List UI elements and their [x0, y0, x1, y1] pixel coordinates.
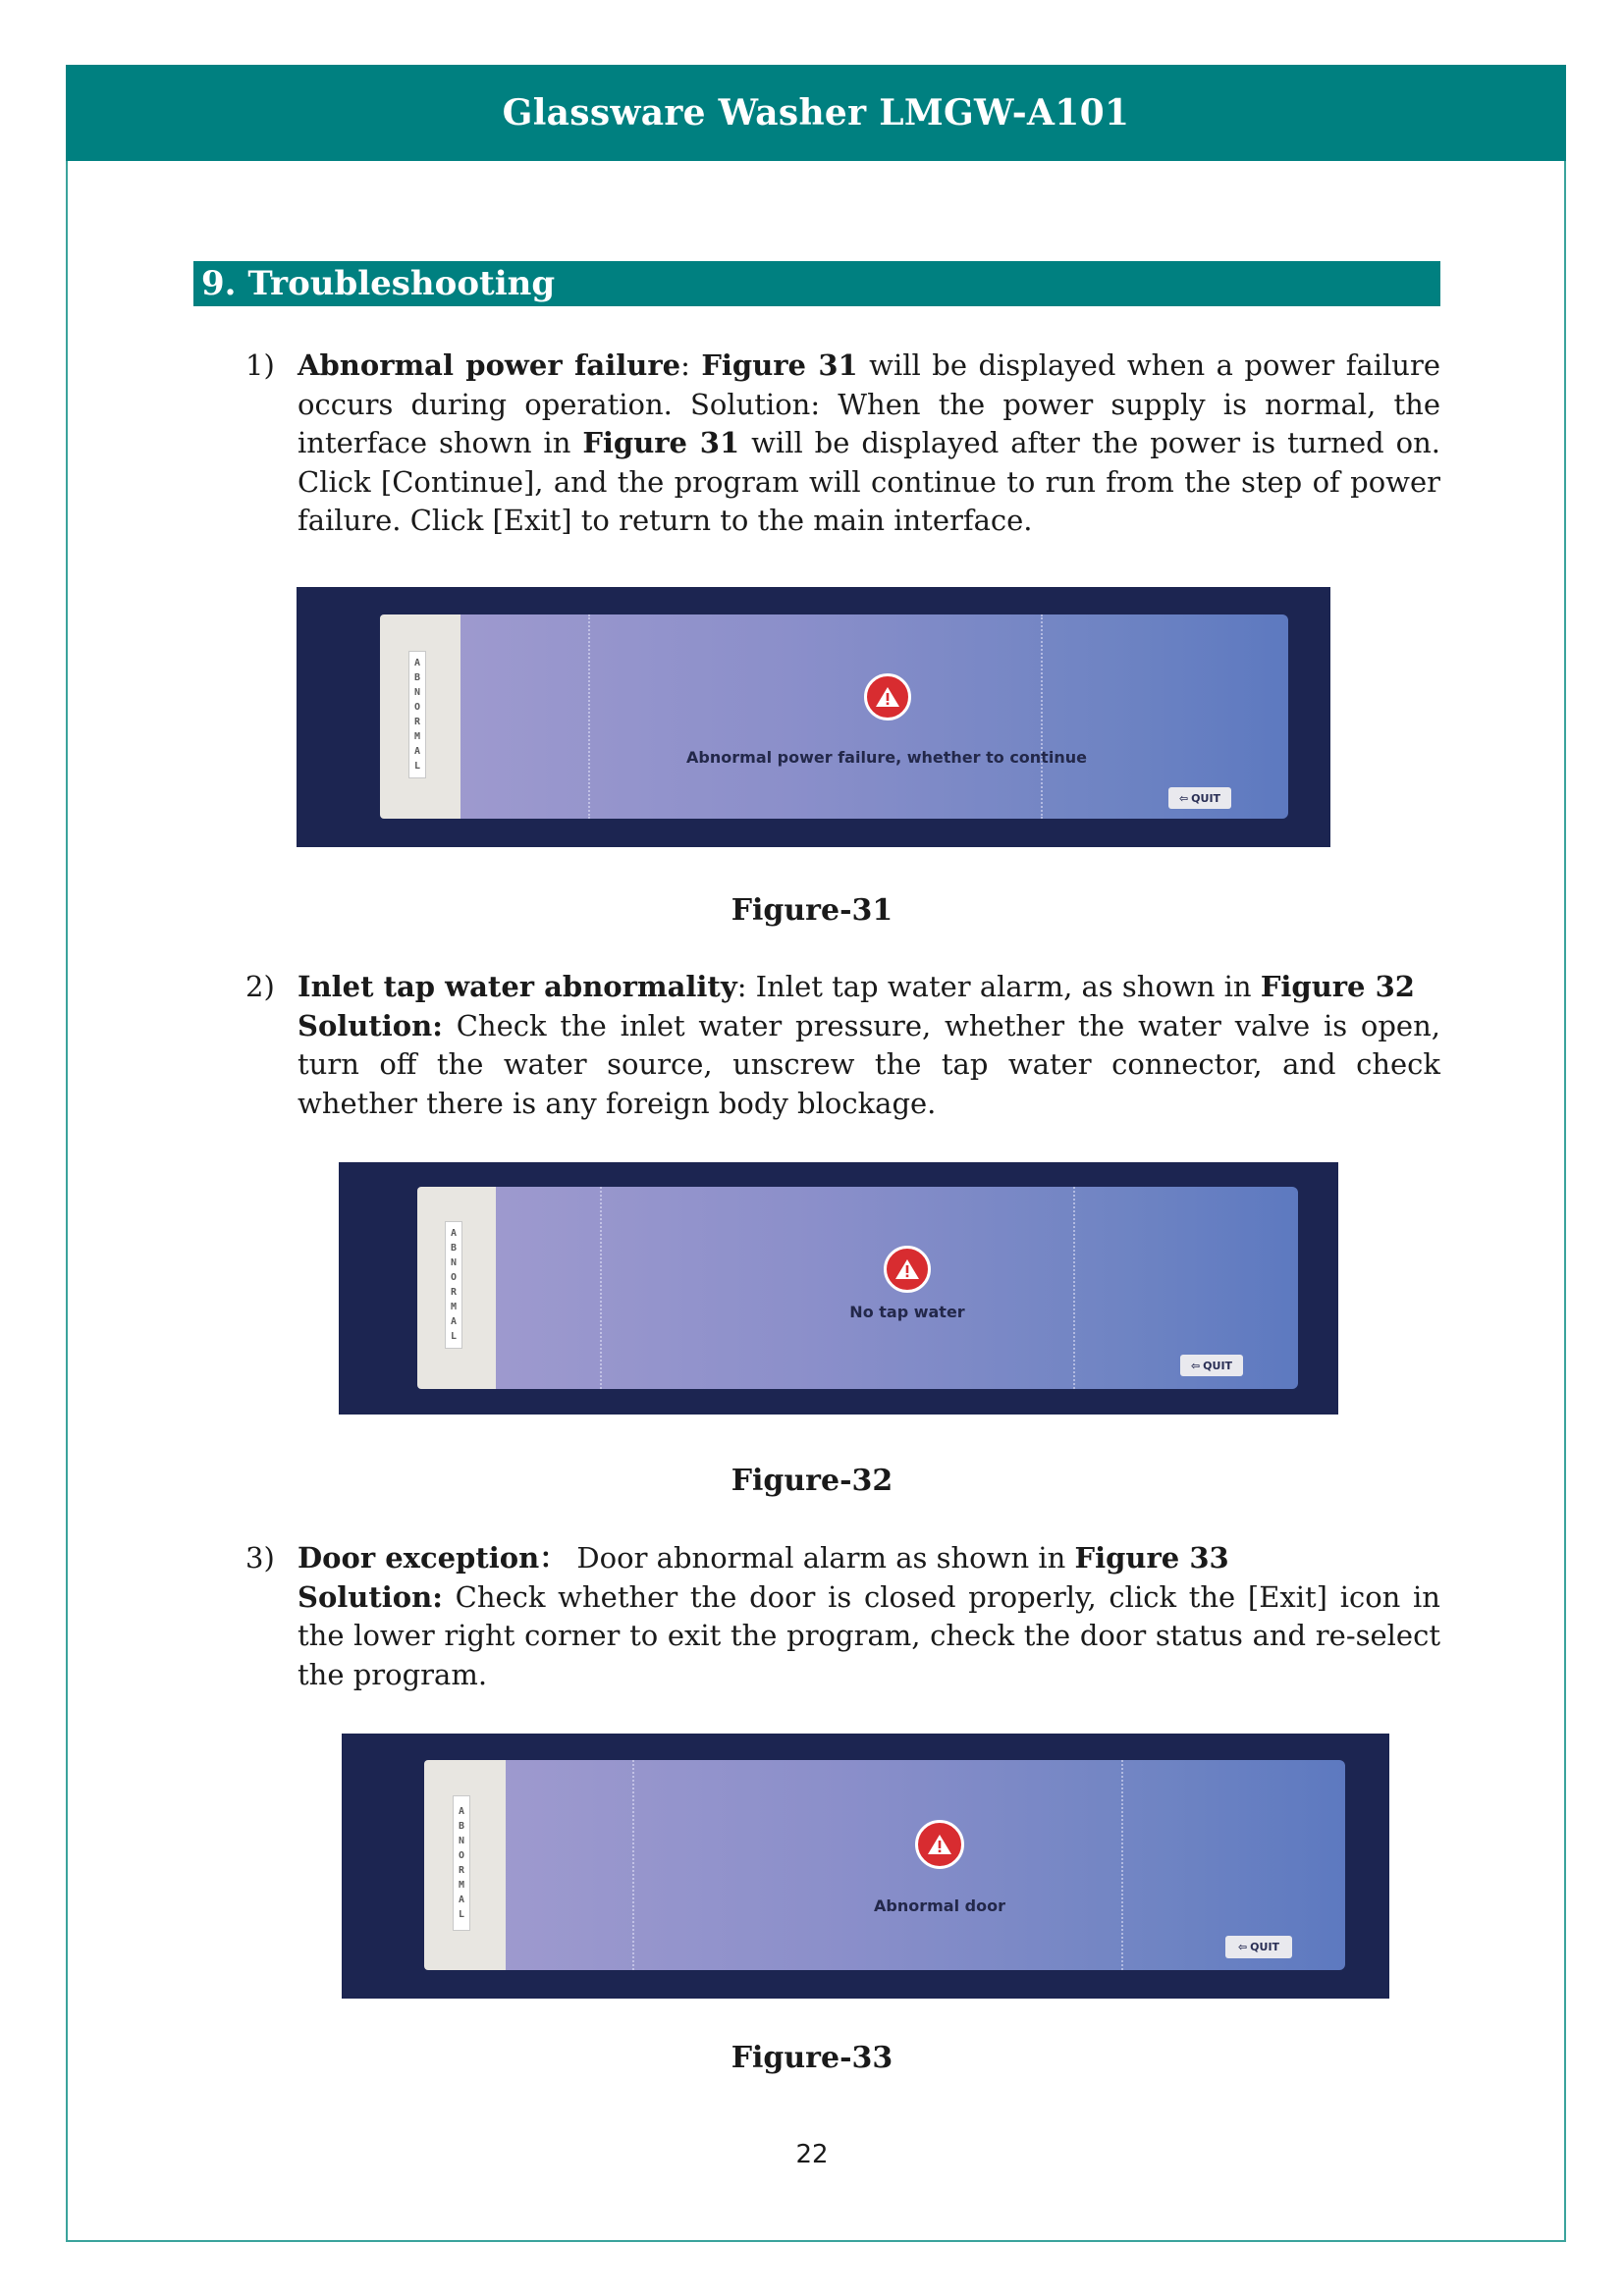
- side-label-letter: O: [413, 702, 421, 713]
- figure-33-screen: [342, 1734, 1389, 1999]
- warning-triangle-icon: [864, 673, 911, 721]
- item-text: :: [680, 348, 702, 382]
- item-text: : Inlet tap water alarm, as shown in: [736, 970, 1261, 1003]
- alarm-panel: [424, 1760, 1345, 1970]
- side-label-letter: L: [458, 1909, 465, 1920]
- document-header: [66, 65, 1566, 161]
- side-label-letter: M: [413, 731, 421, 742]
- section-heading: 9. Troubleshooting: [193, 261, 1440, 306]
- alarm-panel: [417, 1187, 1298, 1389]
- item-paragraph: [298, 1539, 1440, 1578]
- item-number: 1): [245, 348, 275, 382]
- solution-text: Check whether the door is closed properly, click the [Exit] icon in the lower right corner to exit the program, check the door status and re-select the program.: [298, 1579, 1440, 1691]
- alarm-message: No tap water: [849, 1303, 965, 1321]
- figure-caption: Figure-32: [731, 1464, 893, 1498]
- side-label-letter: N: [450, 1257, 458, 1268]
- side-label-letter: R: [413, 717, 421, 727]
- figure-31-screen: [297, 587, 1330, 847]
- solution-label: Solution:: [298, 1579, 443, 1614]
- alarm-message: Abnormal power failure, whether to continue: [686, 748, 1087, 767]
- back-arrow-icon: ⇦: [1190, 1359, 1201, 1372]
- item-paragraph: [298, 968, 1440, 1007]
- side-label-letter: B: [413, 672, 421, 683]
- back-arrow-icon: ⇦: [1237, 1941, 1248, 1953]
- item-number: 3): [245, 1541, 275, 1575]
- quit-button[interactable]: [1225, 1936, 1292, 1958]
- side-label-letter: B: [450, 1243, 458, 1254]
- item-text: will be displayed after the power is turned on. Click [Continue], and the program will continue to run from the step of power failure. Click [Exit] to return to the main interface.: [298, 426, 1440, 537]
- quit-label: QUIT: [1250, 1941, 1280, 1953]
- figure-ref: Figure 31: [701, 348, 858, 382]
- side-label-letter: A: [450, 1316, 458, 1327]
- figure-caption: Figure-31: [731, 893, 893, 928]
- side-label-letter: L: [413, 761, 421, 772]
- solution-paragraph: [298, 1578, 1440, 1695]
- figure-ref: Figure 33: [1074, 1541, 1229, 1575]
- list-item: [245, 968, 1440, 1123]
- warning-triangle-icon: [915, 1820, 964, 1869]
- abnormal-side-label[interactable]: [408, 651, 426, 778]
- item-lead: Inlet tap water abnormality: [298, 970, 737, 1003]
- page-number: 22: [795, 2140, 829, 2169]
- alarm-message: Abnormal door: [874, 1896, 1005, 1915]
- figure-32-screen: [339, 1162, 1338, 1415]
- alarm-panel: [380, 614, 1288, 819]
- side-label-letter: M: [450, 1302, 458, 1312]
- warning-triangle-icon: [884, 1246, 931, 1293]
- item-lead: Door exception：: [298, 1541, 568, 1575]
- figure-ref: Figure 31: [582, 426, 740, 459]
- abnormal-side-label[interactable]: [453, 1795, 470, 1931]
- side-label-letter: N: [458, 1836, 465, 1846]
- item-text: will be displayed when a power failure occurs during operation. Solution: When the power supply is normal, the interface shown in: [298, 348, 1440, 459]
- solution-label: Solution:: [298, 1008, 443, 1042]
- solution-paragraph: [298, 1007, 1440, 1124]
- side-label-letter: R: [458, 1865, 465, 1876]
- solution-text: Check the inlet water pressure, whether the water valve is open, turn off the water source, unscrew the tap water connector, and check whether there is any foreign body blockage.: [298, 1008, 1440, 1120]
- abnormal-side-label[interactable]: [445, 1221, 462, 1349]
- item-text: Door abnormal alarm as shown in: [568, 1541, 1075, 1575]
- quit-button[interactable]: [1180, 1355, 1243, 1376]
- list-item: [245, 1539, 1440, 1694]
- side-label-letter: A: [413, 658, 421, 668]
- side-label-letter: O: [450, 1272, 458, 1283]
- quit-label: QUIT: [1191, 791, 1221, 805]
- figure-ref: Figure 32: [1260, 970, 1415, 1003]
- side-label-letter: A: [450, 1228, 458, 1239]
- side-label-letter: A: [458, 1895, 465, 1905]
- figure-caption: Figure-33: [731, 2041, 893, 2075]
- item-lead: Abnormal power failure: [298, 348, 681, 382]
- item-number: 2): [245, 970, 275, 1003]
- side-label-letter: L: [450, 1331, 458, 1342]
- side-label-letter: B: [458, 1821, 465, 1832]
- list-item: [245, 347, 1440, 541]
- side-label-letter: M: [458, 1880, 465, 1891]
- item-paragraph: [298, 347, 1440, 541]
- side-label-letter: O: [458, 1850, 465, 1861]
- side-label-letter: A: [413, 746, 421, 757]
- side-label-letter: R: [450, 1287, 458, 1298]
- quit-button[interactable]: [1168, 787, 1231, 809]
- quit-label: QUIT: [1203, 1359, 1233, 1372]
- side-label-letter: N: [413, 687, 421, 698]
- document-title: Glassware Washer LMGW-A101: [502, 92, 1130, 133]
- side-label-letter: A: [458, 1806, 465, 1817]
- back-arrow-icon: ⇦: [1178, 791, 1189, 805]
